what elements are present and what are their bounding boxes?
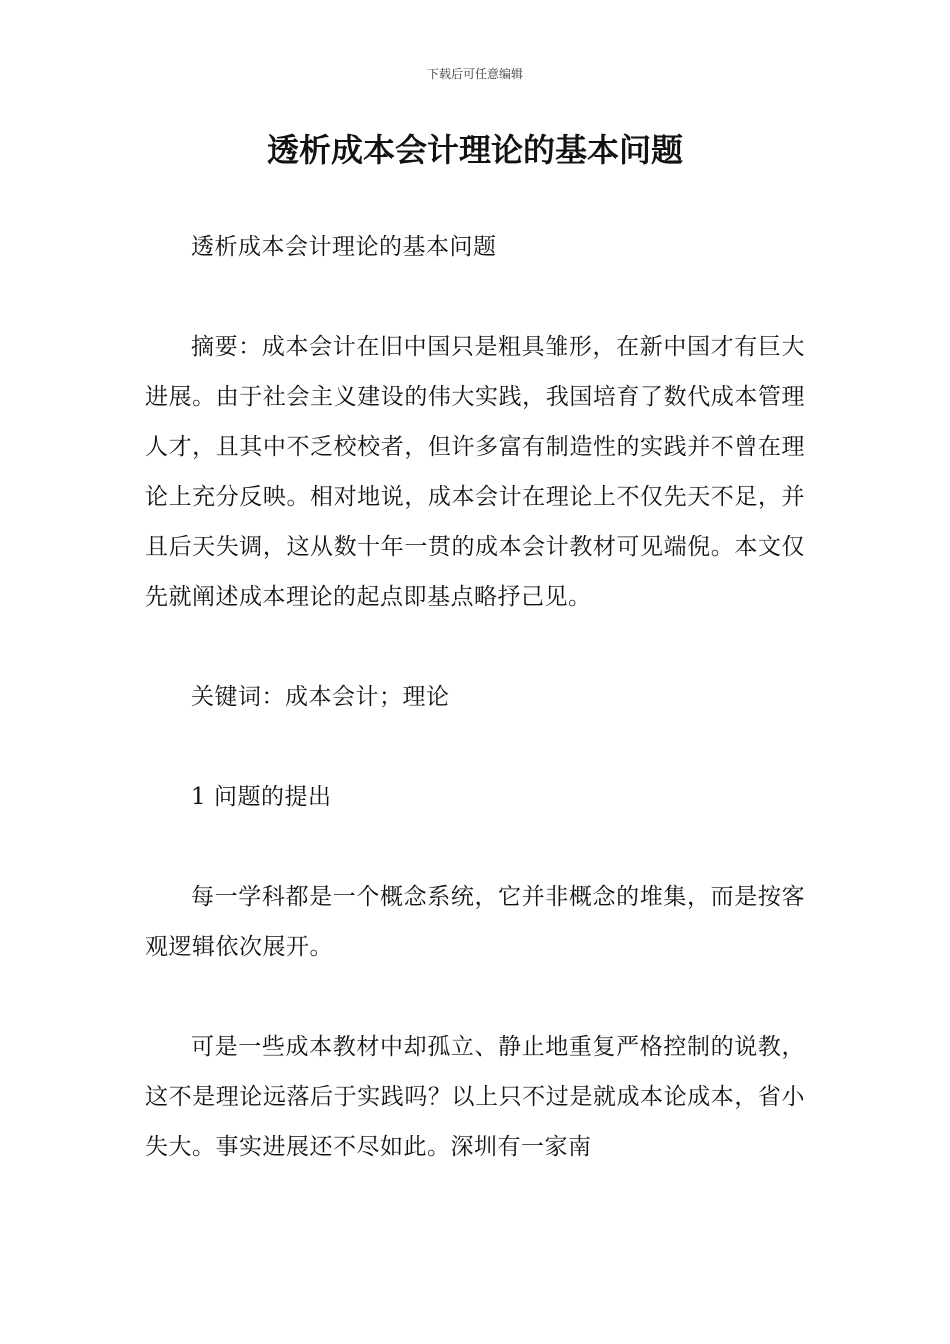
paragraph-gap	[145, 822, 805, 872]
document-title: 透析成本会计理论的基本问题	[266, 131, 683, 169]
keywords-paragraph: 关键词：成本会计；理论	[191, 684, 450, 710]
paragraph-gap	[145, 722, 805, 772]
abstract-paragraph: 摘要：成本会计在旧中国只是粗具雏形，在新中国才有巨大进展。由于社会主义建设的伟大实践，我国培育了数代成本管理人才，且其中不乏校校者，但许多富有制造性的实践并不曾在理论上充分反映。相对地说，成本会计在理论上不仅先天不足，并且后天失调，这从数十年一贯的成本会计教材可见端倪。本文仅先就阐述成本理论的起点即基点略抒己见。	[145, 334, 805, 610]
document-body	[145, 222, 805, 1172]
header-note: 下载后可任意编辑	[426, 67, 523, 81]
paragraph-gap	[145, 622, 805, 672]
body-paragraph: 每一学科都是一个概念系统，它并非概念的堆集，而是按客观逻辑依次展开。	[145, 884, 805, 960]
section-heading: 1 问题的提出	[191, 784, 332, 810]
subtitle-paragraph: 透析成本会计理论的基本问题	[191, 234, 497, 260]
body-paragraph: 可是一些成本教材中却孤立、静止地重复严格控制的说教，这不是理论远落后于实践吗？以上只不过是就成本论成本，省小失大。事实进展还不尽如此。深圳有一家南	[145, 1034, 805, 1160]
paragraph-gap	[145, 272, 805, 322]
paragraph-gap	[145, 972, 805, 1022]
